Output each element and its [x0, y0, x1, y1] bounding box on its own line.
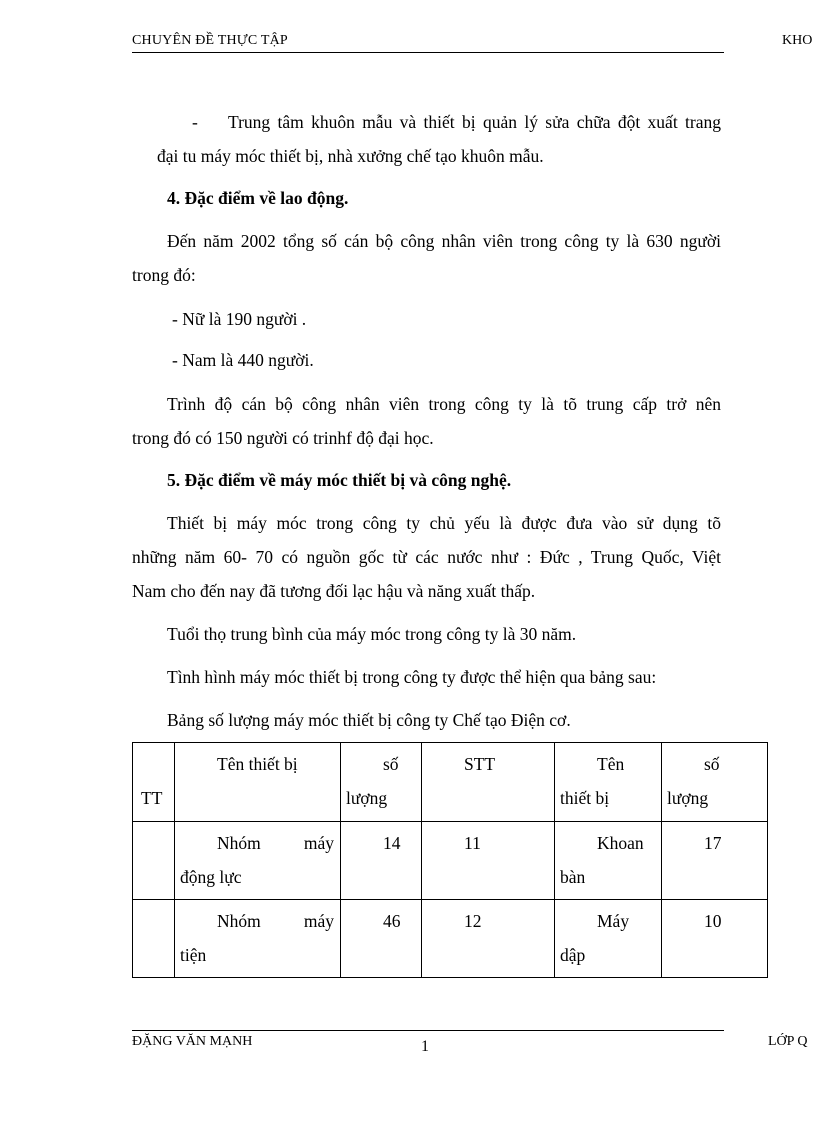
row-1-qty-value: 14: [383, 833, 401, 853]
table-header-row: [133, 743, 768, 822]
row-1-name-word-1: Nhóm: [217, 833, 261, 853]
row-1-name2-line-2: bàn: [560, 867, 586, 887]
page-number: 1: [421, 1038, 429, 1055]
header-rule: [132, 52, 724, 53]
row-1-name2-line-1: Khoan: [597, 833, 644, 853]
female-count: - Nữ là 190 người .: [172, 309, 307, 329]
row-2-qty: [341, 900, 422, 978]
bullet-line-2: đại tu máy móc thiết bị, nhà xưởng chế tạo khuôn mẫu.: [157, 146, 544, 166]
header-cell-stt: [422, 743, 555, 822]
para-3-line-2: những năm 60- 70 có nguồn gốc từ các nước như : Đức , Trung Quốc, Việt: [132, 547, 721, 567]
header-cell-name: [175, 743, 341, 822]
row-2-qty-2: [662, 900, 768, 978]
header-stt-label: STT: [464, 754, 496, 774]
row-2-name-line-2: tiện: [180, 945, 207, 965]
row-2-qty-value: 46: [383, 911, 401, 931]
row-2-name: [175, 900, 341, 978]
section-5-heading: 5. Đặc điểm về máy móc thiết bị và công nghệ.: [167, 470, 512, 490]
para-5: Tình hình máy móc thiết bị trong công ty được thể hiện qua bảng sau:: [167, 667, 657, 687]
male-count: - Nam là 440 người.: [172, 350, 314, 370]
footer-author: ĐẶNG VĂN MẠNH: [132, 1034, 253, 1049]
header-name2-label-2: thiết bị: [560, 788, 610, 808]
header-tt-label: TT: [141, 788, 163, 808]
header-cell-qty: [341, 743, 422, 822]
header-qty-label-2: lượng: [346, 788, 388, 808]
table-caption: Bảng số lượng máy móc thiết bị công ty Chế tạo Điện cơ.: [167, 710, 571, 730]
footer-rule: [132, 1030, 724, 1031]
row-1-name-line-2: động lực: [180, 867, 242, 887]
row-2-name2-line-1: Máy: [597, 911, 630, 931]
para-3-line-3: Nam cho đến nay đã tương đối lạc hậu và năng xuất thấp.: [132, 581, 536, 601]
row-2-stt-value: 12: [464, 911, 482, 931]
header-name-label: Tên thiết bị: [217, 754, 298, 774]
header-cell-tt: [133, 743, 175, 822]
row-1-tt: [133, 822, 175, 900]
row-2-name-word-1: Nhóm: [217, 911, 261, 931]
header-name2-label-1: Tên: [597, 754, 625, 774]
row-2-name-2: [555, 900, 662, 978]
row-1-name-word-2: máy: [303, 833, 334, 853]
table-row: [133, 900, 768, 978]
header-right-text: KHO: [782, 33, 813, 48]
row-1-stt: [422, 822, 555, 900]
equipment-table: [132, 742, 768, 978]
para-3-line-1: Thiết bị máy móc trong công ty chủ yếu là được đưa vào sử dụng tõ: [167, 513, 721, 533]
header-qty2-label-1: số: [704, 754, 720, 774]
para-2-line-2: trong đó có 150 người có trinhf độ đại học.: [132, 428, 434, 448]
para-1-line-1: Đến năm 2002 tổng số cán bộ công nhân viên trong công ty là 630 người: [167, 231, 721, 251]
row-2-stt: [422, 900, 555, 978]
section-4-heading: 4. Đặc điểm về lao động.: [167, 188, 349, 208]
row-2-name-word-2: máy: [303, 911, 334, 931]
para-4: Tuổi thọ trung bình của máy móc trong công ty là 30 năm.: [167, 624, 577, 644]
bullet-line-1: Trung tâm khuôn mẫu và thiết bị quản lý sửa chữa đột xuất trang: [228, 112, 721, 132]
header-cell-qty-2: [662, 743, 768, 822]
table-row: [133, 822, 768, 900]
row-1-qty2-value: 17: [704, 833, 722, 853]
row-1-qty: [341, 822, 422, 900]
row-2-tt: [133, 900, 175, 978]
header-cell-name-2: [555, 743, 662, 822]
para-2-line-1: Trình độ cán bộ công nhân viên trong công ty là tõ trung cấp trở nên: [167, 394, 721, 414]
row-1-stt-value: 11: [464, 833, 481, 853]
footer-class: LỚP Q: [768, 1034, 808, 1049]
row-1-name: [175, 822, 341, 900]
header-qty-label-1: số: [383, 754, 399, 774]
row-2-qty2-value: 10: [704, 911, 722, 931]
header-title: CHUYÊN ĐỀ THỰC TẬP: [132, 33, 288, 48]
row-2-name2-line-2: dập: [560, 945, 586, 965]
bullet-dash: -: [192, 112, 198, 132]
header-qty2-label-2: lượng: [667, 788, 709, 808]
row-1-name-2: [555, 822, 662, 900]
para-1-line-2: trong đó:: [132, 265, 196, 285]
row-1-qty-2: [662, 822, 768, 900]
